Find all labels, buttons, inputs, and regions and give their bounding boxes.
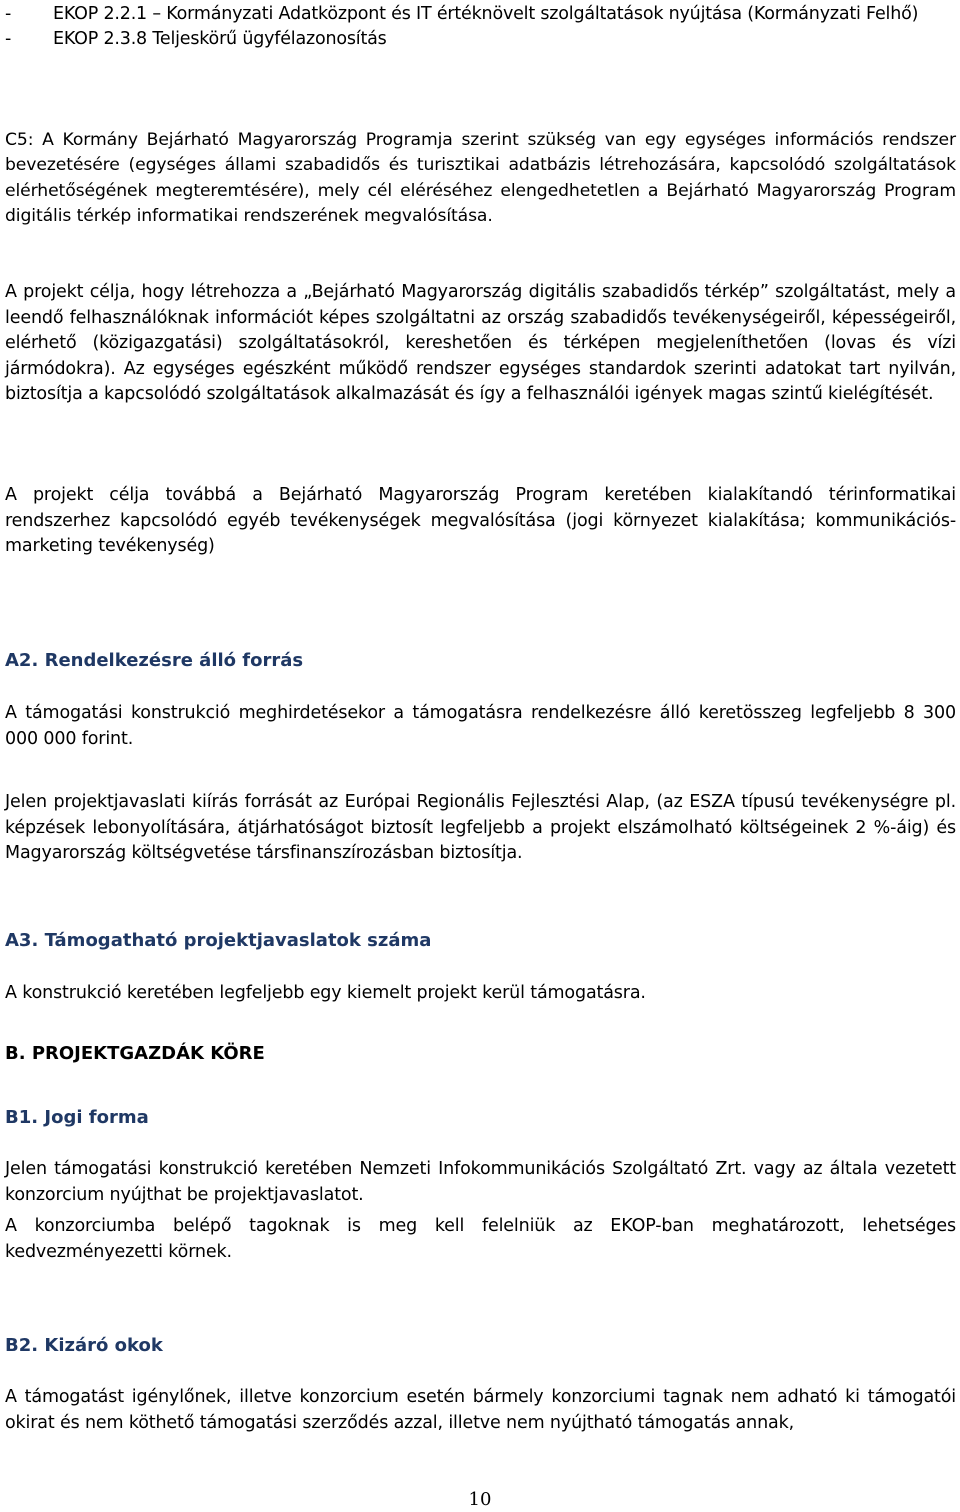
list-item <box>5 27 956 52</box>
list-item <box>5 2 956 27</box>
paragraph-project-goal-additional: A projekt célja továbbá a Bejárható Magyarország Program keretében kialakítandó térinformatikai rendszerhez kapcsolódó egyéb tevékenységek megvalósítása (jogi környezet kialakítása; kommunikációs-marketing tevékenység) <box>5 485 956 557</box>
paragraph-project-goal: A projekt célja, hogy létrehozza a „Bejárható Magyarország digitális szabadidős térkép” szolgáltatást, mely a leendő felhasználóknak információt képes szolgáltatni az ország szabadidős tevékenységeiről, képességeiről, elérhető (közigazgatási) szolgáltatásokról, kereshetően és térképen megjeleníthetően (lovas és vízi jármódokra). Az egységes egészként működő rendszer egységes standardok szerinti adatokat tart nyilván, biztosítja a kapcsolódó szolgáltatások alkalmazását és így a felhasználói igények magas szintű kielégítését. <box>5 282 956 405</box>
heading-b2 <box>5 1335 163 1356</box>
list-bullet: - <box>5 4 12 24</box>
heading-title: Rendelkezésre álló forrás <box>44 650 304 671</box>
heading-b: B. PROJEKTGAZDÁK KÖRE <box>5 1043 265 1064</box>
heading-number: A2. <box>5 650 39 671</box>
paragraph-c5: C5: A Kormány Bejárható Magyarország Programja szerint szükség van egy egységes információs rendszer bevezetésére (egységes állami szabadidős és turisztikai adatbázis létrehozására, kapcsolódó szolgáltatások elérhetőségének megteremtésére), mely cél eléréséhez elengedhetetlen a Bejárható Magyarország Program digitális térkép informatikai rendszerének megvalósítása. <box>5 130 956 226</box>
heading-title: Kizáró okok <box>44 1335 163 1356</box>
paragraph-budget: A támogatási konstrukció meghirdetésekor a támogatásra rendelkezésre álló keretösszeg legfeljebb 8 300 000 000 forint. <box>5 703 956 749</box>
list-item-text: EKOP 2.3.8 Teljeskörű ügyfélazonosítás <box>53 29 387 49</box>
list-bullet: - <box>5 29 12 49</box>
heading-title: Jogi forma <box>44 1107 149 1128</box>
paragraph-consortium: A konzorciumba belépő tagoknak is meg kell felelniük az EKOP-ban meghatározott, lehetséges kedvezményezetti körnek. <box>5 1216 956 1262</box>
heading-a3 <box>5 930 431 951</box>
heading-b1 <box>5 1107 149 1128</box>
paragraph-funding-source: Jelen projektjavaslati kiírás forrását az Európai Regionális Fejlesztési Alap, (az ESZA típusú tevékenységre pl. képzések lebonyolítására, átjárhatóságot biztosít legfeljebb a projekt elszámolható költségeinek 2 %-áig) és Magyarország költségvetése társfinanszírozásban biztosítja. <box>5 792 956 864</box>
heading-title: Támogatható projektjavaslatok száma <box>44 930 432 951</box>
paragraph-legal-form: Jelen támogatási konstrukció keretében Nemzeti Infokommunikációs Szolgáltató Zrt. vagy az általa vezetett konzorcium nyújthat be projektjavaslatot. <box>5 1159 956 1205</box>
list-item-text: EKOP 2.2.1 – Kormányzati Adatközpont és IT értéknövelt szolgáltatások nyújtása (Kormányzati Felhő) <box>53 4 919 24</box>
page-number: 10 <box>468 1489 492 1510</box>
paragraph-project-count: A konstrukció keretében legfeljebb egy kiemelt projekt kerül támogatásra. <box>5 983 646 1003</box>
heading-number: B1. <box>5 1107 39 1128</box>
heading-a2 <box>5 650 303 671</box>
heading-number: A3. <box>5 930 39 951</box>
operative-program-list <box>5 2 956 52</box>
paragraph-exclusion: A támogatást igénylőnek, illetve konzorcium esetén bármely konzorciumi tagnak nem adható ki támogatói okirat és nem köthető támogatási szerződés azzal, illetve nem nyújtható támogatás annak, <box>5 1387 956 1433</box>
heading-number: B2. <box>5 1335 39 1356</box>
